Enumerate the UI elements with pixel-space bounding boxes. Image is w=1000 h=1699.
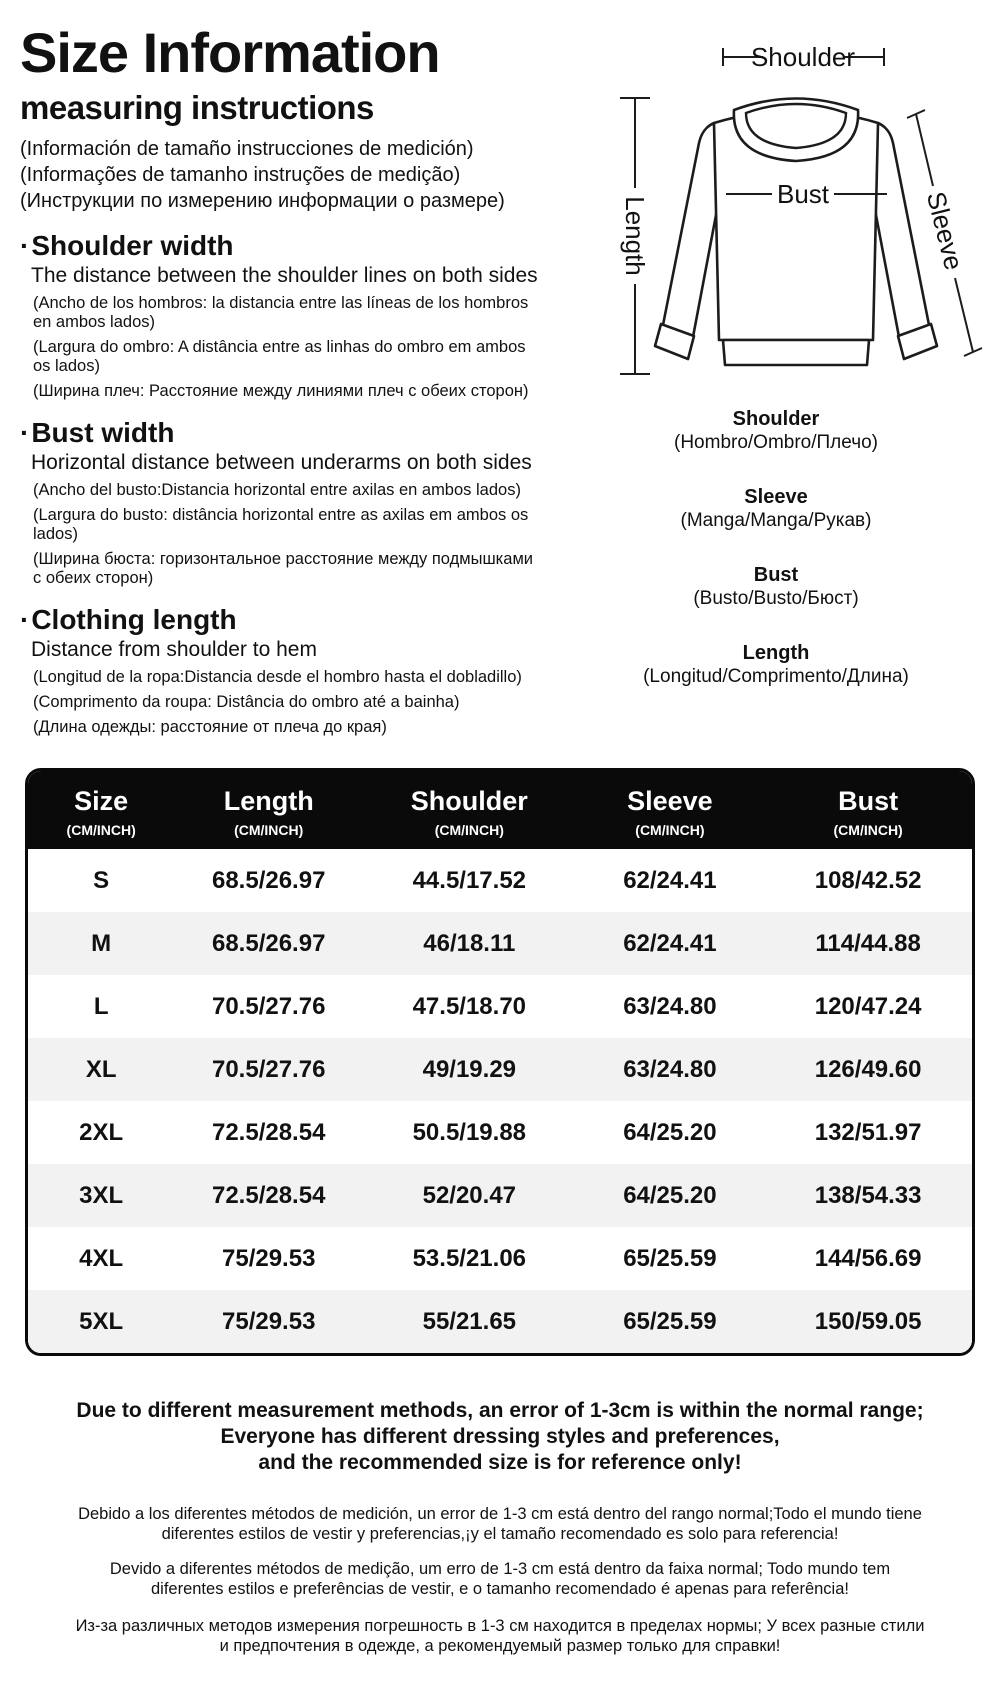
legend-term: Bust [753, 564, 799, 586]
length-cell: 72.5/28.54 [211, 1182, 326, 1209]
section-heading-text: Shoulder width [31, 229, 234, 261]
section-translation-pt: (Comprimento da roupa: Distância do ombro até a bainha) [33, 692, 460, 711]
length-cell: 75/29.53 [222, 1245, 316, 1272]
section-translation-es: (Ancho del busto:Distancia horizontal entre axilas en ambos lados) [33, 480, 521, 499]
section-description: Horizontal distance between underarms on both sides [31, 450, 532, 474]
shoulder-cell: 47.5/18.70 [412, 993, 527, 1020]
legend-term: Shoulder [732, 408, 820, 430]
shoulder-measure-label: Shoulder [750, 42, 856, 72]
section-translations [20, 481, 552, 588]
section-translations [20, 668, 552, 737]
section-description: The distance between the shoulder lines on both sides [31, 263, 538, 287]
section-description: Distance from shoulder to hem [31, 637, 317, 661]
size-cell: 5XL [79, 1308, 124, 1335]
length-cell: 68.5/26.97 [211, 930, 326, 957]
shoulder-cell: 44.5/17.52 [412, 867, 527, 894]
sleeve-cell: 62/24.41 [623, 930, 717, 957]
unit-label: (CM/INCH) [434, 822, 504, 838]
size-cell: XL [85, 1056, 117, 1083]
table-row-m [28, 912, 972, 975]
unit-label: (CM/INCH) [66, 822, 136, 838]
sleeve-cell: 63/24.80 [623, 993, 717, 1020]
table-row-l [28, 975, 972, 1038]
disclaimer-en-line: Due to different measurement methods, an error of 1-3cm is within the normal range; [76, 1399, 924, 1422]
table-header-cell-size [28, 786, 174, 838]
size-cell: 3XL [79, 1182, 124, 1209]
section-heading [20, 231, 552, 261]
bullet-glyph: · [20, 229, 30, 261]
column-label: Size [74, 786, 129, 816]
legend-group-bust [643, 563, 909, 610]
bust-cell: 120/47.24 [814, 993, 922, 1020]
size-cell: M [91, 930, 112, 957]
column-label: Length [223, 786, 314, 816]
legend-translation: (Longitud/Comprimento/Длина) [643, 666, 909, 687]
disclaimer-es: Debido a los diferentes métodos de medición, un error de 1-3 cm está dentro del rango normal;Todo el mundo tiene diferentes estilos de vestir y preferencias,¡y el tamaño recomendado es solo para referencia! [78, 1505, 922, 1543]
section-translation-pt: (Largura do ombro: A distância entre as linhas do ombro em ambos os lados) [33, 337, 526, 375]
legend-translation: (Busto/Busto/Бюст) [693, 588, 859, 609]
sleeve-cell: 65/25.59 [623, 1245, 717, 1272]
section-heading-text: Bust width [31, 416, 175, 448]
bust-cell: 144/56.69 [814, 1245, 922, 1272]
table-row-5xl [28, 1290, 972, 1353]
size-cell: 4XL [79, 1245, 124, 1272]
title-translations [20, 136, 552, 214]
section-heading-text: Clothing length [31, 603, 237, 635]
shoulder-cell: 53.5/21.06 [412, 1245, 527, 1272]
size-table-header [28, 771, 972, 849]
disclaimer-en-line: and the recommended size is for reference only! [258, 1451, 742, 1474]
sleeve-cell: 64/25.20 [623, 1119, 717, 1146]
legend-group-sleeve [643, 485, 909, 532]
size-cell: 2XL [79, 1119, 124, 1146]
bust-cell: 132/51.97 [814, 1119, 922, 1146]
column-label: Bust [838, 786, 899, 816]
bullet-glyph: · [20, 603, 30, 635]
size-table-body [28, 849, 972, 1353]
sweater-outline [655, 99, 937, 366]
bust-measure-label: Bust [776, 179, 830, 209]
unit-label: (CM/INCH) [833, 822, 903, 838]
instructions-column [0, 0, 552, 768]
sweater-diagram-icon [556, 26, 996, 391]
size-table [25, 768, 975, 1356]
title-translation-pt: (Informações de tamanho instruções de medição) [20, 163, 461, 186]
length-cell: 75/29.53 [222, 1308, 316, 1335]
bust-cell: 108/42.52 [814, 867, 922, 894]
title-translation-ru: (Инструкции по измерению информации о размере) [20, 189, 505, 212]
shoulder-cell: 55/21.65 [422, 1308, 517, 1335]
shoulder-cell: 46/18.11 [423, 930, 516, 957]
table-row-4xl [28, 1227, 972, 1290]
sleeve-cell: 63/24.80 [623, 1056, 717, 1083]
column-label: Sleeve [627, 786, 713, 816]
bust-cell: 150/59.05 [814, 1308, 922, 1335]
legend-group-shoulder [643, 407, 909, 454]
disclaimer-ru: Из-за различных методов измерения погрешность в 1-3 см находится в пределах нормы; У всех разные стили и предпочтения в одежде, а рекомендуемый размер только для справки! [75, 1617, 925, 1655]
sleeve-cell: 65/25.59 [623, 1308, 717, 1335]
top-area [0, 0, 1000, 768]
unit-label: (CM/INCH) [234, 822, 304, 838]
disclaimer-pt: Devido a diferentes métodos de medição, um erro de 1-3 cm está dentro da faixa normal; Todo mundo tem diferentes estilos e preferências de vestir, e o tamanho recomendado é apenas para referência! [109, 1560, 891, 1598]
page-title: Size Information [20, 21, 440, 84]
section-translation-es: (Ancho de los hombros: la distancia entre las líneas de los hombros en ambos lados) [33, 293, 529, 331]
sleeve-measure-label: Sleeve [920, 188, 970, 273]
shoulder-cell: 49/19.29 [422, 1056, 517, 1083]
legend-group-length [643, 641, 909, 688]
size-cell: L [93, 993, 109, 1020]
bust-cell: 114/44.88 [815, 930, 921, 957]
table-header-cell-sleeve [576, 786, 765, 838]
legend-term: Length [742, 642, 810, 664]
section-translation-ru: (Ширина плеч: Расстояние между линиями плеч с обеих сторон) [33, 381, 529, 400]
bust-cell: 138/54.33 [814, 1182, 922, 1209]
legend-translation: (Manga/Manga/Рукав) [680, 510, 872, 531]
length-cell: 68.5/26.97 [211, 867, 326, 894]
section-translation-pt: (Largura do busto: distância horizontal entre as axilas em ambos os lados) [33, 505, 529, 543]
sleeve-cell: 64/25.20 [623, 1182, 717, 1209]
section-translations [20, 294, 552, 401]
table-row-2xl [28, 1101, 972, 1164]
shoulder-cell: 50.5/19.88 [412, 1119, 527, 1146]
table-row-s [28, 849, 972, 912]
length-measure-label: Length [620, 196, 650, 276]
sleeve-cell: 62/24.41 [623, 867, 717, 894]
table-row-3xl [28, 1164, 972, 1227]
diagram-column [552, 0, 1000, 768]
legend-term: Sleeve [744, 486, 808, 508]
table-header-cell-bust [764, 786, 972, 838]
section-heading [20, 605, 552, 635]
disclaimer-en-line: Everyone has different dressing styles and preferences, [220, 1425, 780, 1448]
section-bust-width [20, 418, 552, 588]
table-header-cell-length [174, 786, 363, 838]
disclaimer-en [0, 1398, 1000, 1476]
section-translation-es: (Longitud de la ropa:Distancia desde el hombro hasta el dobladillo) [33, 667, 522, 686]
page-subtitle: measuring instructions [20, 88, 374, 126]
bust-cell: 126/49.60 [814, 1056, 922, 1083]
measure-legend [643, 407, 909, 719]
length-cell: 72.5/28.54 [211, 1119, 326, 1146]
column-label: Shoulder [410, 786, 528, 816]
length-cell: 70.5/27.76 [211, 1056, 326, 1083]
bullet-glyph: · [20, 416, 30, 448]
section-translation-ru: (Длина одежды: расстояние от плеча до края) [33, 717, 387, 736]
unit-label: (CM/INCH) [635, 822, 705, 838]
legend-translation: (Hombro/Ombro/Плечо) [674, 432, 878, 453]
length-cell: 70.5/27.76 [211, 993, 326, 1020]
section-shoulder-width [20, 231, 552, 401]
title-translation-es: (Información de tamaño instrucciones de medición) [20, 137, 474, 160]
size-cell: S [93, 867, 110, 894]
shoulder-cell: 52/20.47 [422, 1182, 517, 1209]
section-translation-ru: (Ширина бюста: горизонтальное расстояние между подмышками с обеих сторон) [33, 549, 534, 587]
table-header-cell-shoulder [363, 786, 575, 838]
section-heading [20, 418, 552, 448]
disclaimer [0, 1398, 1000, 1656]
table-row-xl [28, 1038, 972, 1101]
section-clothing-length [20, 605, 552, 737]
